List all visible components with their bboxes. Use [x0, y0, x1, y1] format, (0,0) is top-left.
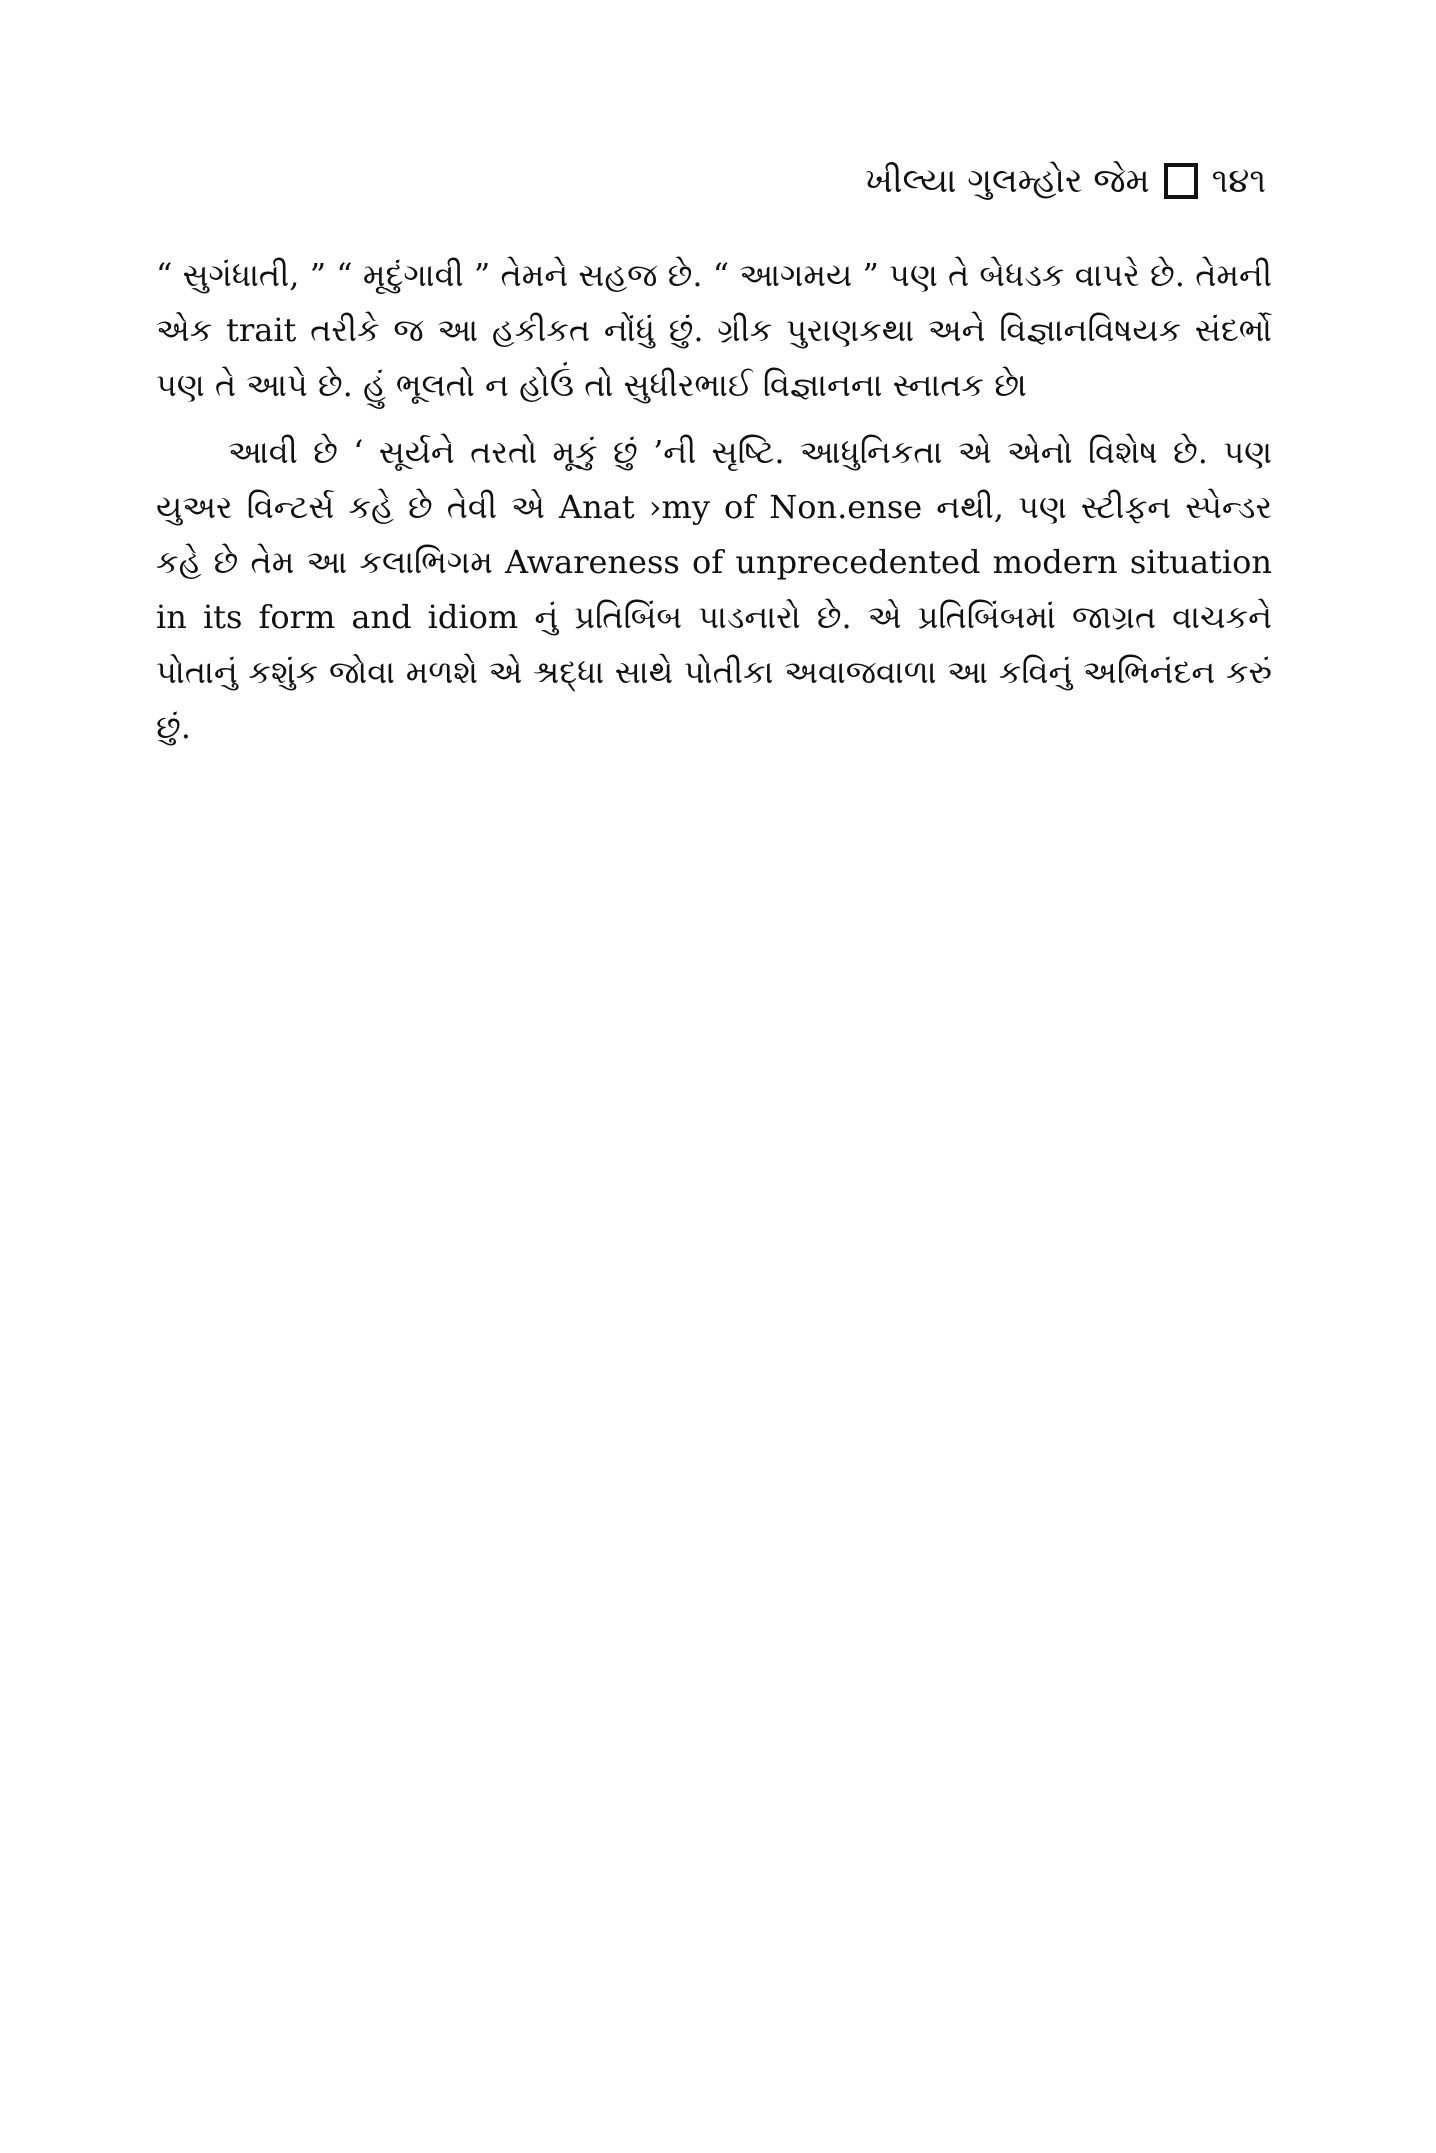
paragraph-1: “ સુગંધાતી, ” “ મૃદુંગાવી ” તેમને સહજ છે. “ આગમય ” પણ તે બેધડક વાપરે છે. તેમની એક trait તરીકે જ આ હકીકત નોંધું છું. ગ્રીક પુરાણકથા અને વિજ્ઞાનવિષયક સંદર્ભો પણ તે આપે છે. હું ભૂલતો ન હોઉં તો સુધીરભાઈ વિજ્ઞાનના સ્નાતક છે।: [156, 256, 1272, 404]
square-ornament-icon: [1164, 163, 1198, 199]
paragraph-2: આવી છે ‘ સૂર્યને તરતો મૂકું છું ’ની સૃષ્ટિ. આધુનિકતા એ એનો વિશેષ છે. પણ યુઅર વિન્ટર્સ કહે છે તેવી એ Anat ›my of Non.ense નથી, પણ સ્ટીફન સ્પેન્ડર કહે છે તેમ આ કલાભિગમ Awareness of unprecedented modern situation in its form and idiom નું પ્રતિબિંબ પાડનારો છે. એ પ્રતિબિંબમાં જાગ્રત વાચકને પોતાનું કશુંક જોવા મળશે એ શ્રદ્ધા સાથે પોતીકા અવાજવાળા આ કવિનું અભિનંદન કરું છું.: [156, 433, 1272, 746]
body-text: [156, 248, 1272, 755]
running-header-title: ખીલ્યા ગુલમ્હોર જેમ: [864, 161, 1150, 201]
running-header: [865, 163, 1266, 199]
page-number: ૧૪૧: [1211, 161, 1266, 201]
